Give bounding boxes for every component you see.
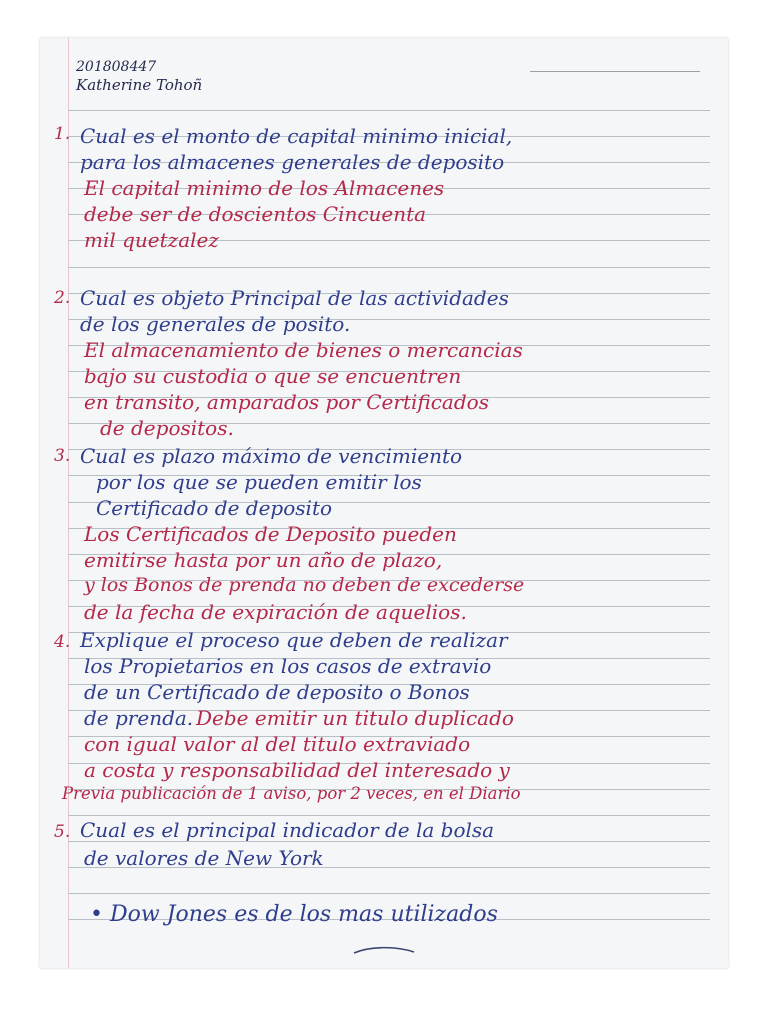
ruled-line <box>68 110 710 111</box>
answer-text: Debe emitir un titulo duplicado <box>196 706 514 730</box>
answer-text: El almacenamiento de bienes o mercancias <box>84 338 523 362</box>
answer-text: de la fecha de expiración de aquelios. <box>84 600 467 624</box>
student-id: 201808447 <box>76 59 157 75</box>
answer-text: debe ser de doscientos Cincuenta <box>84 202 427 226</box>
answer-text: y los Bonos de prenda no deben de excederse <box>84 574 525 596</box>
question-text: Cual es el monto de capital minimo inicial, <box>80 124 513 148</box>
question-text: por los que se pueden emitir los <box>96 470 422 494</box>
header-underline <box>530 71 700 72</box>
answer-text: Previa publicación de 1 aviso, por 2 veces, en el Diario <box>62 784 521 803</box>
student-name: Katherine Tohoñ <box>76 76 203 94</box>
answer-text: • Dow Jones es de los mas utilizados <box>90 902 498 927</box>
question-text: Explique el proceso que deben de realizar <box>80 628 508 652</box>
question-number: 4. <box>54 632 71 652</box>
answer-text: de depositos. <box>100 416 234 440</box>
ruled-line <box>68 815 710 816</box>
question-text: Certificado de deposito <box>96 496 333 520</box>
question-number: 5. <box>54 822 71 842</box>
ruled-line <box>68 267 710 268</box>
question-number: 2. <box>54 288 71 308</box>
ruled-line <box>68 893 710 894</box>
question-text: de valores de New York <box>84 846 324 870</box>
question-number: 3. <box>54 446 71 466</box>
question-text: Cual es el principal indicador de la bolsa <box>80 818 495 842</box>
question-text: para los almacenes generales de deposito <box>80 150 505 174</box>
answer-text: mil quetzalez <box>84 228 219 252</box>
pen-stroke-mark <box>352 944 416 956</box>
question-text: Cual es objeto Principal de las actividades <box>80 286 509 310</box>
question-text: Cual es plazo máximo de vencimiento <box>80 444 463 468</box>
answer-text: emitirse hasta por un año de plazo, <box>84 548 443 572</box>
question-text: de los generales de posito. <box>80 312 351 336</box>
answer-text: bajo su custodia o que se encuentren <box>84 364 462 388</box>
question-text: los Propietarios en los casos de extravio <box>84 654 492 678</box>
question-text: de prenda. <box>84 706 194 730</box>
notebook-page <box>40 38 728 968</box>
answer-text: El capital minimo de los Almacenes <box>84 176 445 200</box>
question-text: de un Certificado de deposito o Bonos <box>84 680 470 704</box>
question-number: 1. <box>54 124 71 144</box>
answer-text: con igual valor al del titulo extraviado <box>84 732 471 756</box>
answer-text: Los Certificados de Deposito pueden <box>84 522 457 546</box>
answer-text: a costa y responsabilidad del interesado y <box>84 758 510 782</box>
answer-text: en transito, amparados por Certificados <box>84 390 489 414</box>
